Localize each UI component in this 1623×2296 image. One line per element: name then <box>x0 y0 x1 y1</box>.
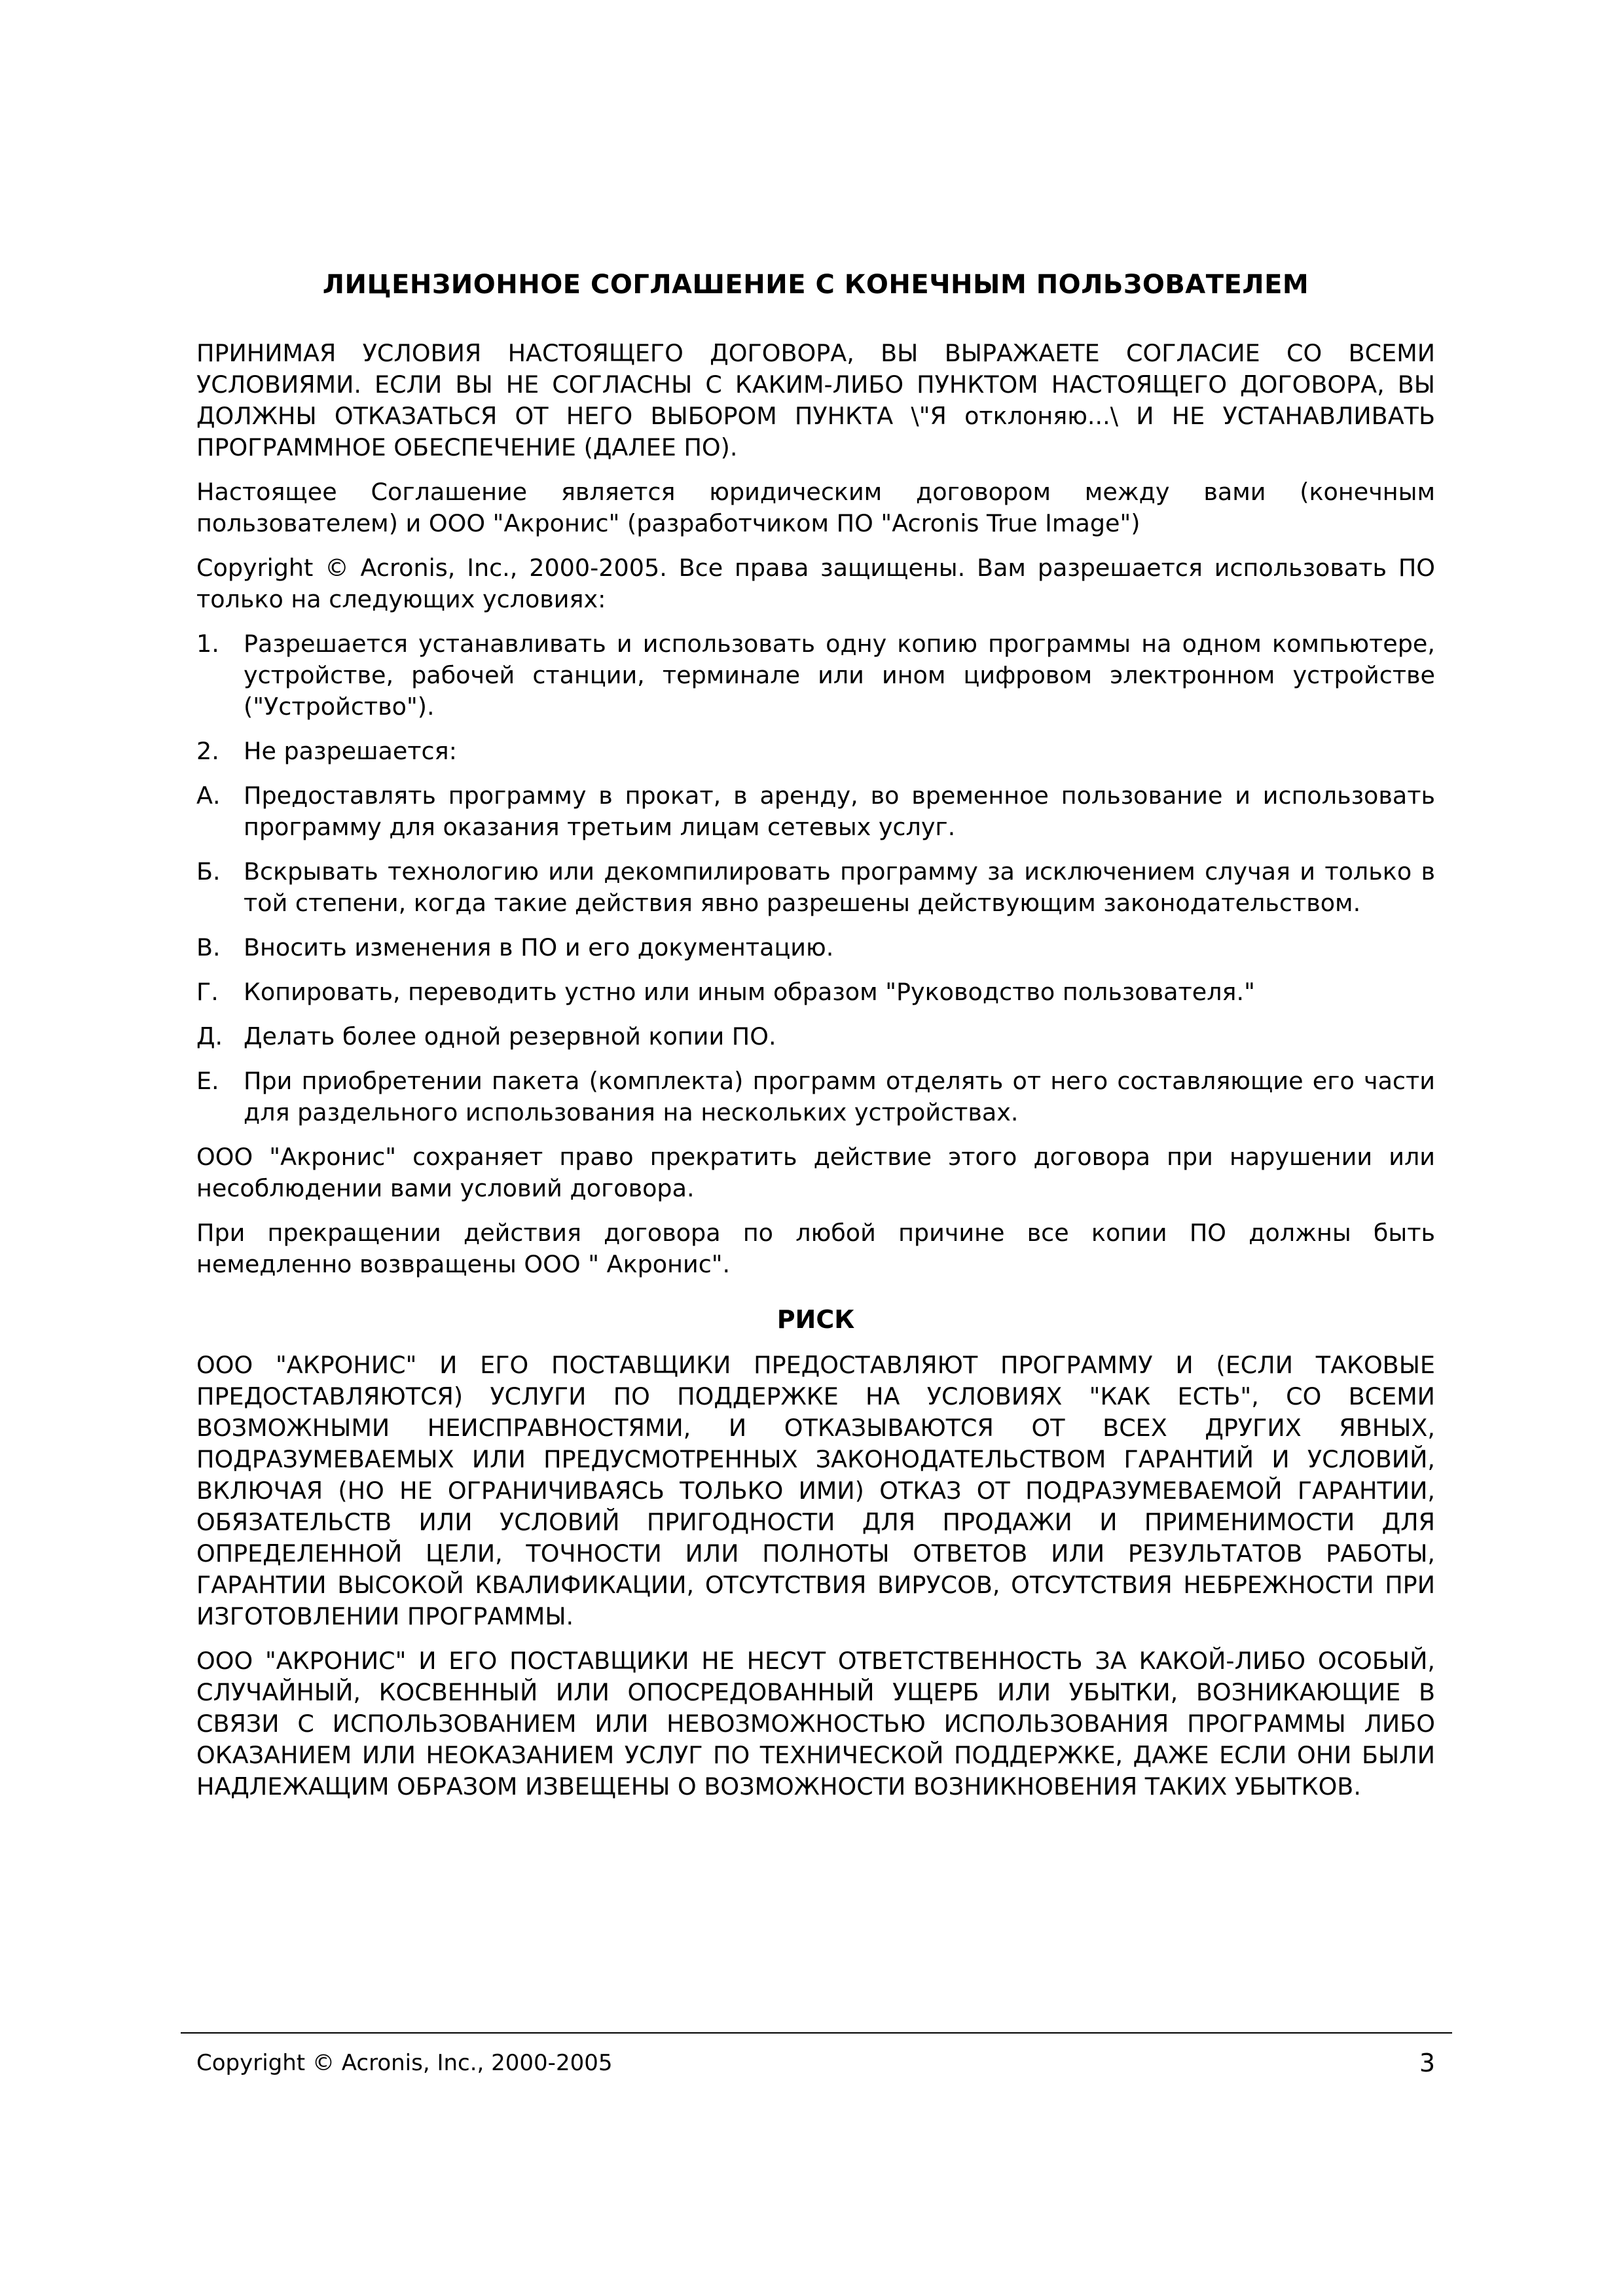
termination-right-paragraph: ООО "Акронис" сохраняет право прекратить действие этого договора при нарушении или несоблюдении вами условий договора. <box>196 1143 1435 1202</box>
list-marker: 1. <box>196 630 219 658</box>
list-marker: Д. <box>196 1022 223 1050</box>
list-marker: А. <box>196 781 221 810</box>
list-marker: Б. <box>196 857 221 886</box>
list-text: Вносить изменения в ПО и его документацию. <box>244 933 834 961</box>
risk-disclaimer-paragraph: ООО "АКРОНИС" И ЕГО ПОСТАВЩИКИ ПРЕДОСТАВЛЯЮТ ПРОГРАММУ И (ЕСЛИ ТАКОВЫЕ ПРЕДОСТАВЛЯЮТСЯ) УСЛУГИ ПО ПОДДЕРЖКЕ НА УСЛОВИЯХ "КАК ЕСТЬ", СО ВСЕМИ ВОЗМОЖНЫМИ НЕИСПРАВНОСТЯМИ, И ОТКАЗЫВАЮТСЯ ОТ ВСЕХ ДРУГИХ ЯВНЫХ, ПОДРАЗУМЕВАЕМЫХ ИЛИ ПРЕДУСМОТРЕННЫХ ЗАКОНОДАТЕЛЬСТВОМ ГАРАНТИЙ И УСЛОВИЙ, ВКЛЮЧАЯ (НО НЕ ОГРАНИЧИВАЯСЬ ТОЛЬКО ИМИ) ОТКАЗ ОТ ПОДРАЗУМЕВАЕМОЙ ГАРАНТИИ, ОБЯЗАТЕЛЬСТВ ИЛИ УСЛОВИЙ ПРИГОДНОСТИ ДЛЯ ПРОДАЖИ И ПРИМЕНИМОСТИ ДЛЯ ОПРЕДЕЛЕННОЙ ЦЕЛИ, ТОЧНОСТИ ИЛИ ПОЛНОТЫ ОТВЕТОВ ИЛИ РЕЗУЛЬТАТОВ РАБОТЫ, ГАРАНТИИ ВЫСОКОЙ КВАЛИФИКАЦИИ, ОТСУТСТВИЯ ВИРУСОВ, ОТСУТСТВИЯ НЕБРЕЖНОСТИ ПРИ ИЗГОТОВЛЕНИИ ПРОГРАММЫ. <box>196 1351 1435 1630</box>
list-text: Вскрывать технологию или декомпилировать программу за исключением случая и только в той степени, когда такие действия явно разрешены действующим законодательством. <box>244 857 1435 917</box>
list-marker: Е. <box>196 1067 219 1095</box>
list-item <box>196 736 1435 767</box>
list-text: Делать более одной резервной копии ПО. <box>244 1022 776 1050</box>
list-marker: В. <box>196 933 221 961</box>
copyright-terms-paragraph: Copyright © Acronis, Inc., 2000-2005. Все права защищены. Вам разрешается использовать ПО только на следующих условиях: <box>196 554 1435 613</box>
list-text: Разрешается устанавливать и использовать одну копию программы на одном компьютере, устройстве, рабочей станции, терминале или ином цифровом электронном устройстве ("Устройство"). <box>244 630 1435 721</box>
agreement-parties-paragraph: Настоящее Соглашение является юридическим договором между вами (конечным пользователем) и ООО "Акронис" (разработчиком ПО "Acronis True Image") <box>196 478 1435 537</box>
list-item <box>196 977 1435 1008</box>
page-number: 3 <box>1419 2049 1435 2077</box>
license-document <box>196 268 1435 1816</box>
list-item <box>196 780 1435 843</box>
document-title: ЛИЦЕНЗИОННОЕ СОГЛАШЕНИЕ С КОНЕЧНЫМ ПОЛЬЗОВАТЕЛЕМ <box>322 270 1309 300</box>
list-text: Копировать, переводить устно или иным образом "Руководство пользователя." <box>244 978 1255 1006</box>
list-text: При приобретении пакета (комплекта) программ отделять от него составляющие его части для раздельного использования на нескольких устройствах. <box>244 1067 1435 1126</box>
footer-copyright: Copyright © Acronis, Inc., 2000-2005 <box>196 2050 613 2076</box>
list-marker: Г. <box>196 978 219 1006</box>
list-marker: 2. <box>196 737 219 765</box>
risk-heading: РИСК <box>776 1305 855 1334</box>
list-item <box>196 1021 1435 1052</box>
list-text: Предоставлять программу в прокат, в аренду, во временное пользование и использовать программу для оказания третьим лицам сетевых услуг. <box>244 781 1435 841</box>
footer-divider <box>181 2032 1452 2034</box>
liability-limitation-paragraph: ООО "АКРОНИС" И ЕГО ПОСТАВЩИКИ НЕ НЕСУТ ОТВЕТСТВЕННОСТЬ ЗА КАКОЙ-ЛИБО ОСОБЫЙ, СЛУЧАЙНЫЙ, КОСВЕННЫЙ ИЛИ ОПОСРЕДОВАННЫЙ УЩЕРБ ИЛИ УБЫТКИ, ВОЗНИКАЮЩИЕ В СВЯЗИ С ИСПОЛЬЗОВАНИЕМ ИЛИ НЕВОЗМОЖНОСТЬЮ ИСПОЛЬЗОВАНИЯ ПРОГРАММЫ ЛИБО ОКАЗАНИЕМ ИЛИ НЕОКАЗАНИЕМ УСЛУГ ПО ТЕХНИЧЕСКОЙ ПОДДЕРЖКЕ, ДАЖЕ ЕСЛИ ОНИ БЫЛИ НАДЛЕЖАЩИМ ОБРАЗОМ ИЗВЕЩЕНЫ О ВОЗМОЖНОСТИ ВОЗНИКНОВЕНИЯ ТАКИХ УБЫТКОВ. <box>196 1647 1435 1801</box>
intro-caps-paragraph: ПРИНИМАЯ УСЛОВИЯ НАСТОЯЩЕГО ДОГОВОРА, ВЫ ВЫРАЖАЕТЕ СОГЛАСИЕ СО ВСЕМИ УСЛОВИЯМИ. ЕСЛИ ВЫ НЕ СОГЛАСНЫ С КАКИМ-ЛИБО ПУНКТОМ НАСТОЯЩЕГО ДОГОВОРА, ВЫ ДОЛЖНЫ ОТКАЗАТЬСЯ ОТ НЕГО ВЫБОРОМ ПУНКТА \"Я отклоняю...\ И НЕ УСТАНАВЛИВАТЬ ПРОГРАММНОЕ ОБЕСПЕЧЕНИЕ (ДАЛЕЕ ПО). <box>196 339 1435 461</box>
list-item <box>196 1066 1435 1128</box>
list-text: Не разрешается: <box>244 737 457 765</box>
list-item <box>196 628 1435 723</box>
termination-return-paragraph: При прекращении действия договора по любой причине все копии ПО должны быть немедленно возвращены ООО " Акронис". <box>196 1219 1435 1278</box>
list-item <box>196 856 1435 919</box>
list-item <box>196 932 1435 963</box>
